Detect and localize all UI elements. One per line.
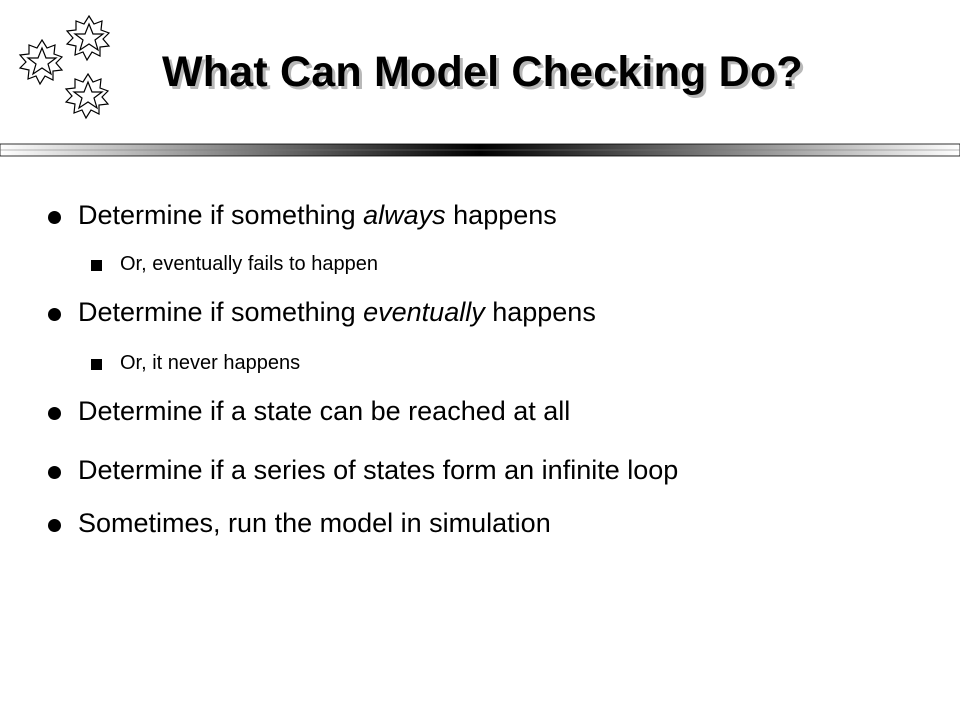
bullet-square-icon — [91, 260, 102, 271]
bullet-text: Determine if something eventually happens — [78, 297, 596, 327]
bullet-text: Or, eventually fails to happen — [120, 253, 378, 275]
bullet-text: Determine if something always happens — [78, 200, 557, 230]
bullet-text: Determine if a state can be reached at all — [78, 396, 571, 426]
bullet-dot-icon — [48, 519, 61, 532]
bullet-dot-icon — [48, 466, 61, 479]
bullet-text: Sometimes, run the model in simulation — [78, 508, 551, 538]
bullet-square-icon — [91, 359, 102, 370]
bullet-dot-icon — [48, 407, 61, 420]
bullet-text: Or, it never happens — [120, 352, 301, 374]
bullet-dot-icon — [48, 308, 61, 321]
bullet-text: Determine if a series of states form an infinite loop — [78, 455, 679, 485]
slide-title: What Can Model Checking Do? — [162, 48, 803, 96]
bullet-dot-icon — [48, 211, 61, 224]
